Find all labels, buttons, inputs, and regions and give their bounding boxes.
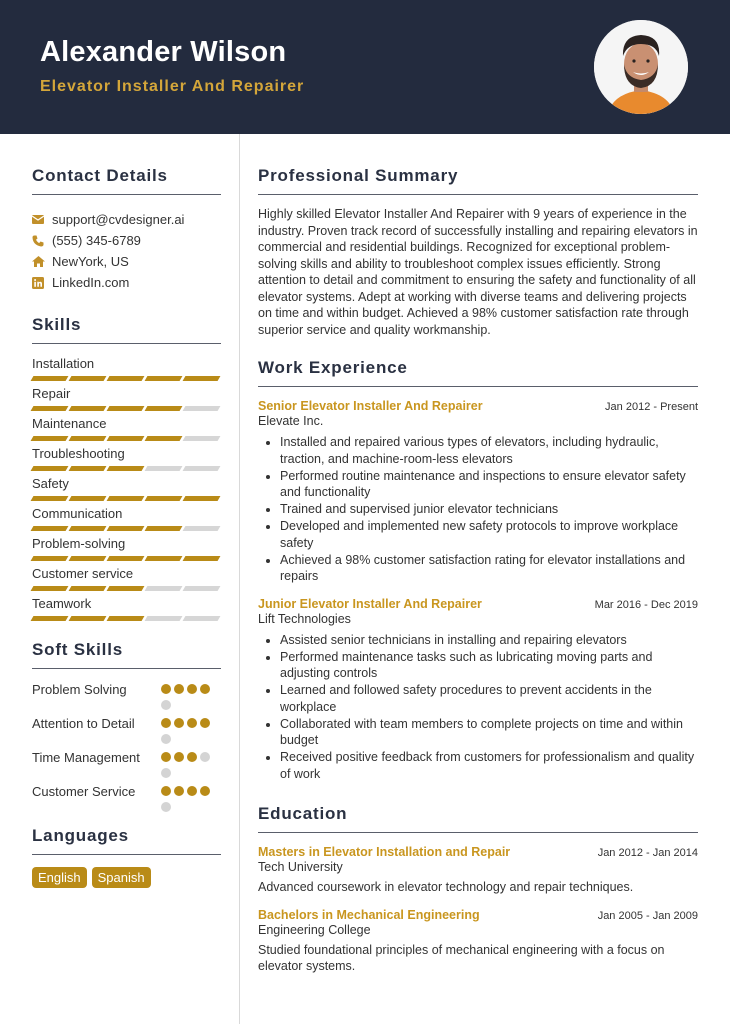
- contact-phone-text: (555) 345-6789: [52, 233, 141, 248]
- skill-item: [32, 446, 221, 476]
- contact-location: [32, 251, 221, 272]
- job-header: [258, 399, 698, 413]
- contact-email-text: support@cvdesigner.ai: [52, 212, 185, 227]
- skill-segment-filled: [69, 436, 107, 441]
- skill-segment-filled: [107, 556, 145, 561]
- skill-level-bar: [32, 526, 221, 531]
- skill-segment-empty: [183, 436, 221, 441]
- language-badge: English: [32, 867, 87, 888]
- skill-item: [32, 476, 221, 506]
- profile-photo: [594, 20, 688, 114]
- skill-label: Customer service: [32, 566, 134, 581]
- skill-label: Problem-solving: [32, 536, 126, 551]
- skill-segment-filled: [107, 526, 145, 531]
- linkedin-icon: [32, 277, 52, 289]
- skill-segment-filled: [107, 406, 145, 411]
- degree-title: Masters in Elevator Installation and Repair: [258, 845, 511, 859]
- candidate-name: Alexander Wilson: [40, 36, 287, 68]
- skill-segment-filled: [31, 436, 69, 441]
- education-description: Studied foundational principles of mechanical engineering with a focus on elevator systems.: [258, 942, 665, 973]
- skill-level-bar: [32, 556, 221, 561]
- column-divider: [239, 134, 240, 1024]
- soft-skill-rating: [161, 681, 221, 710]
- skill-item: [32, 386, 221, 416]
- skill-label: Communication: [32, 506, 123, 521]
- skill-segment-filled: [31, 586, 69, 591]
- languages-section-title: Languages: [32, 826, 221, 855]
- skill-level-bar: [32, 616, 221, 621]
- rating-dot-filled: [174, 718, 184, 728]
- languages-list: [32, 867, 221, 888]
- contact-phone[interactable]: [32, 230, 221, 251]
- education-section-title: Education: [258, 804, 698, 833]
- skill-item: [32, 566, 221, 596]
- education-header: [258, 845, 698, 859]
- rating-dot-empty: [161, 768, 171, 778]
- contact-section-title: Contact Details: [32, 166, 221, 195]
- skill-segment-filled: [69, 466, 107, 471]
- person-portrait-icon: [594, 20, 688, 114]
- skill-segment-filled: [107, 586, 145, 591]
- skill-segment-empty: [145, 466, 183, 471]
- soft-skill-item: [32, 749, 221, 778]
- skill-segment-filled: [31, 496, 69, 501]
- skill-segment-empty: [183, 586, 221, 591]
- phone-icon: [32, 235, 52, 247]
- job-bullet: • Developed and implemented new safety protocols to improve workplace safety: [280, 518, 698, 551]
- home-icon: [32, 256, 52, 267]
- rating-dot-filled: [200, 684, 210, 694]
- soft-skill-label: Customer Service: [32, 784, 136, 799]
- rating-dot-filled: [174, 684, 184, 694]
- skill-label: Repair: [32, 386, 71, 401]
- skill-level-bar: [32, 436, 221, 441]
- job-title: Senior Elevator Installer And Repairer: [258, 399, 483, 413]
- rating-dot-filled: [174, 752, 184, 762]
- contact-email[interactable]: [32, 209, 221, 230]
- job-date: Mar 2016 - Dec 2019: [594, 598, 698, 611]
- candidate-role: Elevator Installer And Repairer: [40, 78, 305, 95]
- job-bullet: • Trained and supervised junior elevator technicians: [280, 501, 698, 518]
- job-title: Junior Elevator Installer And Repairer: [258, 596, 482, 611]
- rating-dot-filled: [187, 752, 197, 762]
- job-bullet: • Assisted senior technicians in installing and repairing elevators: [280, 632, 698, 649]
- job-entry: [258, 597, 698, 783]
- soft-skill-item: [32, 681, 221, 710]
- education-entry: [258, 908, 698, 975]
- skill-segment-filled: [31, 526, 69, 531]
- skill-segment-filled: [69, 376, 107, 381]
- skill-segment-empty: [145, 616, 183, 621]
- skill-segment-filled: [145, 556, 183, 561]
- job-bullet: • Performed maintenance tasks such as lubricating moving parts and adjusting controls: [280, 649, 698, 682]
- soft-skills-section-title: Soft Skills: [32, 640, 221, 669]
- contact-linkedin-text: LinkedIn.com: [52, 275, 130, 290]
- skill-segment-filled: [69, 616, 107, 621]
- resume-header: [0, 0, 730, 134]
- summary-text: Highly skilled Elevator Installer And Repairer with 9 years of experience in the industry. Proven track record of successfully installing and repairing elevators in commercial and residential buildings. Recognized for exceptional problem-solving skills and ability to troubleshoot complex issues efficiently. Strong attention to detail and commitment to ensuring the safety and functionality of all elevator systems. Adept at working with diverse teams and delivering projects on time and within budget. Achieved a 98% customer satisfaction rate through superior service and quality workmanship.: [258, 207, 698, 337]
- rating-dot-empty: [161, 734, 171, 744]
- sidebar: [32, 134, 221, 888]
- rating-dot-filled: [174, 786, 184, 796]
- soft-skills-list: [32, 681, 221, 812]
- rating-dot-filled: [200, 718, 210, 728]
- soft-skill-rating: [161, 783, 221, 812]
- skill-segment-filled: [107, 466, 145, 471]
- summary-section-title: Professional Summary: [258, 166, 698, 195]
- skill-level-bar: [32, 586, 221, 591]
- education-list: [258, 845, 698, 975]
- experience-section-title: Work Experience: [258, 358, 698, 387]
- skill-segment-filled: [145, 496, 183, 501]
- education-description: Advanced coursework in elevator technology and repair techniques.: [258, 880, 634, 894]
- job-date: Jan 2012 - Present: [605, 401, 698, 413]
- skill-label: Troubleshooting: [32, 446, 125, 461]
- skill-segment-filled: [69, 496, 107, 501]
- skills-section-title: Skills: [32, 315, 221, 344]
- skill-segment-filled: [69, 586, 107, 591]
- rating-dot-filled: [161, 786, 171, 796]
- job-company: Lift Technologies: [258, 611, 351, 626]
- job-entry: [258, 399, 698, 585]
- contact-location-text: NewYork, US: [52, 254, 129, 269]
- skill-segment-empty: [183, 466, 221, 471]
- skill-label: Installation: [32, 356, 95, 371]
- skill-segment-filled: [107, 376, 145, 381]
- skill-segment-filled: [183, 556, 221, 561]
- skill-segment-empty: [183, 526, 221, 531]
- skill-item: [32, 356, 221, 386]
- skill-label: Maintenance: [32, 416, 107, 431]
- job-bullet: • Performed routine maintenance and inspections to ensure elevator safety and functionality: [280, 468, 698, 501]
- skill-segment-filled: [107, 436, 145, 441]
- skill-segment-filled: [69, 556, 107, 561]
- skill-segment-filled: [69, 526, 107, 531]
- job-bullets: [258, 632, 698, 783]
- skill-segment-filled: [31, 616, 69, 621]
- skills-list: [32, 356, 221, 626]
- job-bullet: • Installed and repaired various types of elevators, including hydraulic, traction, and machine-room-less elevators: [280, 434, 698, 467]
- soft-skill-item: [32, 783, 221, 812]
- rating-dot-filled: [161, 718, 171, 728]
- contact-linkedin[interactable]: [32, 272, 221, 293]
- main-content: [258, 134, 698, 975]
- rating-dot-filled: [161, 752, 171, 762]
- job-company: Elevate Inc.: [258, 414, 324, 428]
- skill-segment-filled: [183, 496, 221, 501]
- education-header: [258, 908, 698, 922]
- school-name: Tech University: [258, 860, 343, 874]
- skill-item: [32, 416, 221, 446]
- skill-label: Teamwork: [32, 596, 92, 611]
- skill-segment-filled: [107, 496, 145, 501]
- rating-dot-filled: [187, 684, 197, 694]
- education-date: Jan 2012 - Jan 2014: [597, 847, 698, 859]
- skill-segment-empty: [183, 406, 221, 411]
- skill-segment-filled: [107, 616, 145, 621]
- skill-item: [32, 596, 221, 626]
- education-entry: [258, 845, 698, 896]
- education-date: Jan 2005 - Jan 2009: [597, 909, 698, 922]
- skill-segment-filled: [145, 376, 183, 381]
- skill-level-bar: [32, 496, 221, 501]
- skill-level-bar: [32, 406, 221, 411]
- skill-item: [32, 536, 221, 566]
- rating-dot-empty: [161, 700, 171, 710]
- skill-label: Safety: [32, 476, 69, 491]
- soft-skill-rating: [161, 715, 221, 744]
- rating-dot-filled: [187, 718, 197, 728]
- skill-segment-filled: [69, 406, 107, 411]
- skill-segment-filled: [145, 406, 183, 411]
- school-name: Engineering College: [258, 922, 371, 937]
- rating-dot-empty: [161, 802, 171, 812]
- degree-title: Bachelors in Mechanical Engineering: [258, 907, 480, 922]
- skill-segment-empty: [183, 616, 221, 621]
- job-bullet: • Achieved a 98% customer satisfaction rating for elevator installations and repairs: [280, 552, 698, 585]
- skill-segment-filled: [183, 376, 221, 381]
- job-bullets: [258, 434, 698, 585]
- soft-skill-item: [32, 715, 221, 744]
- job-bullet: • Learned and followed safety procedures to prevent accidents in the workplace: [280, 682, 698, 715]
- skill-segment-filled: [145, 436, 183, 441]
- experience-list: [258, 399, 698, 782]
- skill-segment-filled: [31, 466, 69, 471]
- job-header: [258, 597, 698, 611]
- soft-skill-label: Attention to Detail: [32, 716, 135, 731]
- skill-segment-empty: [145, 586, 183, 591]
- job-bullet: • Collaborated with team members to complete projects on time and within budget: [280, 716, 698, 749]
- rating-dot-filled: [161, 684, 171, 694]
- skill-segment-filled: [31, 556, 69, 561]
- skill-segment-filled: [31, 406, 69, 411]
- rating-dot-filled: [200, 786, 210, 796]
- skill-level-bar: [32, 376, 221, 381]
- soft-skill-rating: [161, 749, 221, 778]
- skill-segment-filled: [145, 526, 183, 531]
- rating-dot-empty: [200, 752, 210, 762]
- rating-dot-filled: [187, 786, 197, 796]
- skill-segment-filled: [31, 376, 69, 381]
- soft-skill-label: Time Management: [32, 750, 140, 765]
- job-bullet: • Received positive feedback from customers for professionalism and quality of work: [280, 749, 698, 782]
- contact-list: [32, 209, 221, 293]
- skill-level-bar: [32, 466, 221, 471]
- soft-skill-label: Problem Solving: [32, 682, 127, 697]
- language-badge: Spanish: [92, 867, 151, 888]
- skill-item: [32, 506, 221, 536]
- envelope-icon: [32, 215, 52, 224]
